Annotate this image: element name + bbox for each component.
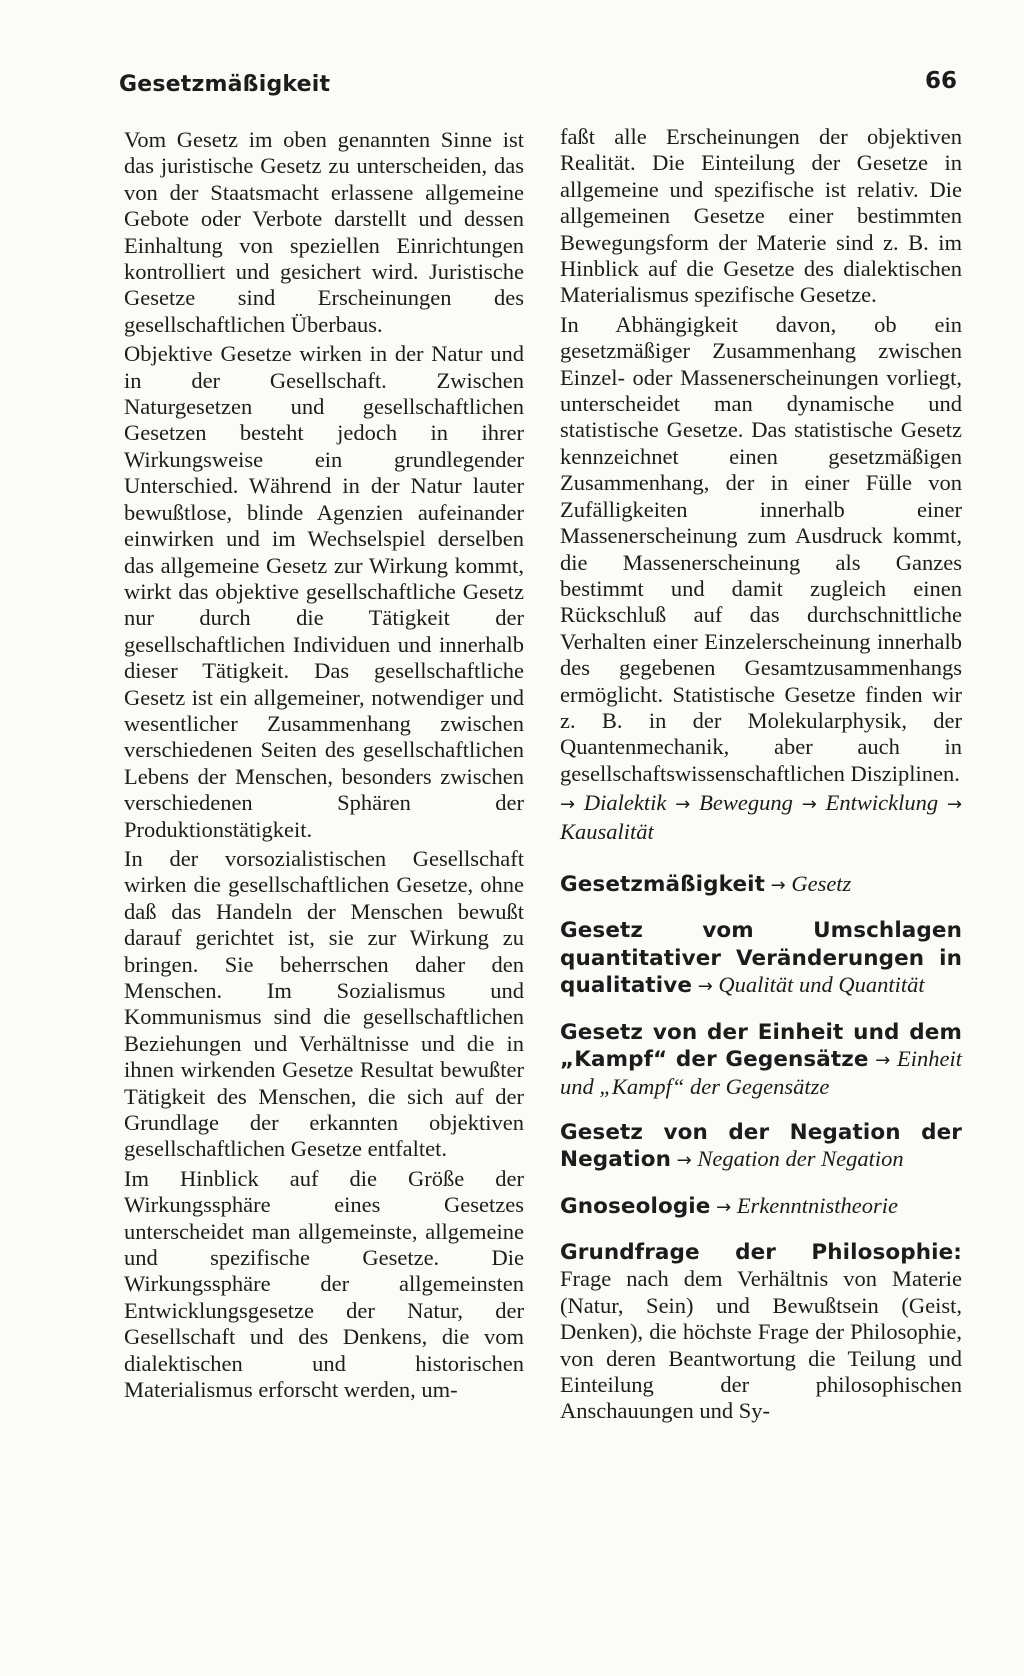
entry-reference[interactable]: Qualität und Quantität <box>718 972 925 998</box>
entry-headword: Gesetz vom Umschlagen quantitativer Veränderungen in qualitative <box>560 918 962 999</box>
arrow-icon: → <box>560 794 576 816</box>
xref-link[interactable]: Dialektik <box>583 790 667 816</box>
xref-link[interactable]: Bewegung <box>699 790 793 816</box>
arrow-icon: → <box>875 1050 891 1071</box>
arrow-icon: → <box>716 1196 732 1218</box>
running-head: Gesetzmäßigkeit <box>119 72 331 97</box>
arrow-icon: → <box>946 794 963 816</box>
dictionary-entry <box>560 1119 962 1175</box>
entry-reference[interactable]: Einheit und „Kampf“ der Gegensätze <box>560 1046 963 1100</box>
paragraph: Objektive Gesetze wirken in der Natur und in der Gesellschaft. Zwischen Naturgesetzen und gesellschaftlichen Gesetzen besteht jedoch in ihrer Wirkungsweise ein grundlegender Unterschied. Während in der Natur lauter bewußtlose, blinde Agenzien aufeinander einwirken und im Wechselspiel derselben das allgemeine Gesetz zur Wirkung kommt, wirkt das objektive gesellschaftliche Gesetz nur durch die Tätigkeit der gesellschaftlichen Individuen und innerhalb dieser Tätigkeit. Das gesellschaftliche Gesetz ist ein allgemeiner, notwendiger und wesentlicher Zusammenhang zwischen verschiedenen Seiten des gesellschaftlichen Lebens der Menschen, besonders zwischen verschiedenen Sphären der Produktionstätigkeit. <box>124 341 524 842</box>
dictionary-entry <box>560 1193 962 1221</box>
paragraph: In Abhängigkeit davon, ob ein gesetzmäßiger Zusammenhang zwischen Einzel- oder Massenerscheinungen vorliegt, unterscheidet man dynamische und statistische Gesetze. Das statistische Gesetz kennzeichnet einen gesetzmäßigen Zusammenhang, der in einer Fülle von Zufälligkeiten innerhalb einer Massenerscheinung zum Ausdruck kommt, die Massenerscheinung als Ganzes bestimmt und damit zugleich einen Rückschluß auf das durchschnittliche Verhalten einer Einzelerscheinung innerhalb des gegebenen Gesamtzusammenhangs ermöglicht. Statistische Gesetze finden wir z. B. in der Molekularphysik, der Quantenmechanik, aber auch in gesellschaftswissenschaftlichen Disziplinen. <box>560 311 962 786</box>
entry-reference[interactable]: Negation der Negation <box>697 1146 904 1172</box>
arrow-icon: → <box>676 1150 692 1172</box>
arrow-icon: → <box>801 794 817 816</box>
entry-headword: Gnoseologie <box>560 1193 711 1219</box>
cross-references <box>560 790 962 845</box>
dictionary-entry <box>560 871 962 899</box>
arrow-icon: → <box>697 976 713 998</box>
entry-headword: Gesetzmäßigkeit <box>560 871 765 897</box>
dictionary-entry <box>560 1239 962 1425</box>
arrow-icon: → <box>675 794 691 816</box>
entry-reference[interactable]: Gesetz <box>791 870 852 896</box>
page-number: 66 <box>925 68 958 94</box>
entry-headword: Gesetz von der Negation der Negation <box>560 1119 962 1173</box>
paragraph: Vom Gesetz im oben genannten Sinne ist das juristische Gesetz zu unterscheiden, das von der Staatsmacht erlassene allgemeine Gebote oder Verbote darstellt und dessen Einhaltung von speziellen Einrichtungen kontrolliert und gesichert wird. Juristische Gesetze sind Erscheinungen des gesellschaftlichen Überbaus. <box>124 127 524 337</box>
entry-reference[interactable]: Erkenntnistheorie <box>736 1192 899 1218</box>
arrow-icon: → <box>770 874 786 896</box>
dictionary-entry <box>560 1019 962 1101</box>
dictionary-entry <box>560 917 962 1000</box>
right-column <box>560 124 962 1428</box>
paragraph: Im Hinblick auf die Größe der Wirkungssphäre eines Gesetzes unterscheidet man allgemeinste, allgemeine und spezifische Gesetze. Die Wirkungssphäre der allgemeinsten Entwicklungsgesetze der Natur, der Gesellschaft und des Denkens, die vom dialektischen und historischen Materialismus erforscht werden, um- <box>124 1165 524 1403</box>
xref-link[interactable]: Entwicklung <box>825 790 939 816</box>
left-column <box>124 127 524 1407</box>
entry-definition: Frage nach dem Verhältnis von Materie (Natur, Sein) und Bewußtsein (Geist, Denken), die höchste Frage der Philosophie, von deren Beantwortung die Teilung und Einteilung der philosophischen Anschauungen und Sy- <box>560 1266 962 1424</box>
entry-headword: Gesetz von der Einheit und dem „Kampf“ der Gegensätze <box>560 1019 962 1072</box>
paragraph: faßt alle Erscheinungen der objektiven Realität. Die Einteilung der Gesetze in allgemeine und spezifische ist relativ. Die allgemeinen Gesetze einer bestimmten Bewegungsform der Materie sind z. B. im Hinblick auf die Gesetze des dialektischen Materialismus spezifische Gesetze. <box>560 124 962 308</box>
xref-link[interactable]: Kausalität <box>560 818 654 844</box>
entry-headword: Grundfrage der Philosophie: <box>560 1240 962 1266</box>
paragraph: In der vorsozialistischen Gesellschaft wirken die gesellschaftlichen Gesetze, ohne daß das Handeln der Menschen bewußt darauf gerichtet ist, sie zur Wirkung zu bringen. Sie beherrschen daher den Menschen. Im Sozialismus und Kommunismus sind die gesellschaftlichen Beziehungen und Verhältnisse und die in ihnen wirkenden Gesetze Resultat bewußter Tätigkeit des Menschen, die sich auf der Grundlage der erkannten objektiven gesellschaftlichen Gesetze entfaltet. <box>124 845 524 1162</box>
